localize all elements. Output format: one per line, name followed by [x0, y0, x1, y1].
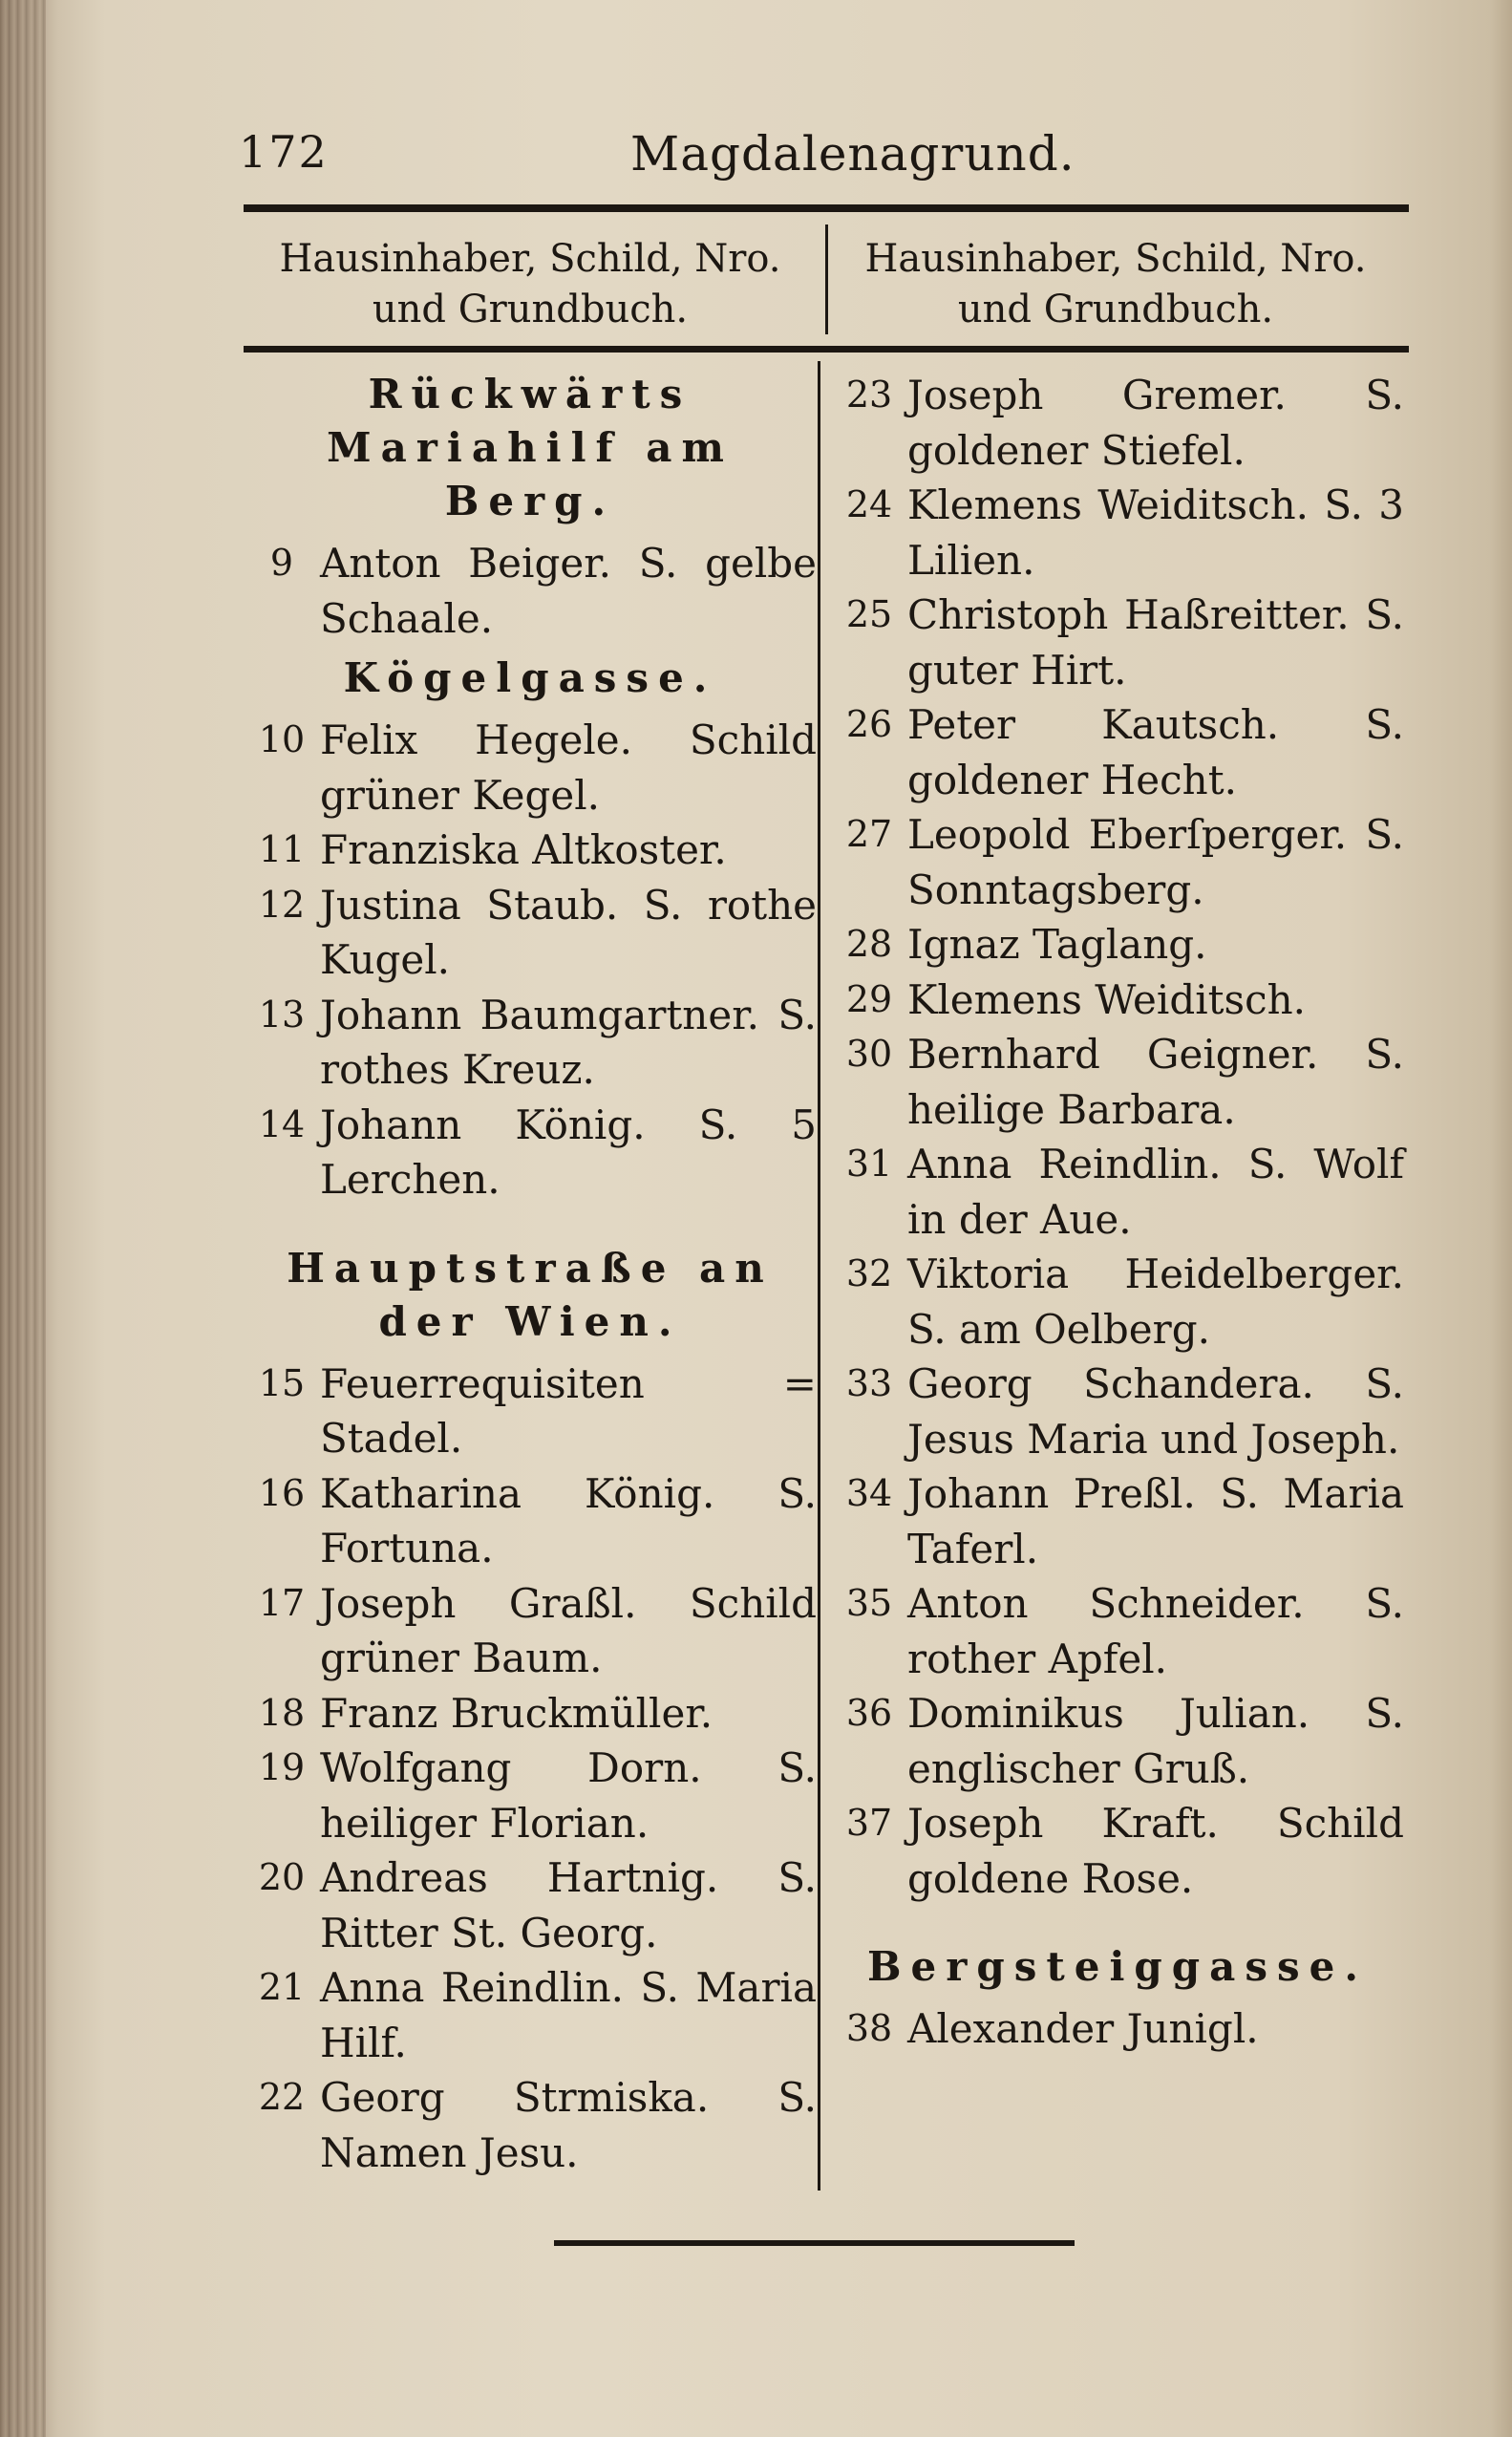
- spacer: [244, 1208, 817, 1236]
- house-number: 36: [845, 1692, 893, 1734]
- list-item: [831, 1576, 1404, 1686]
- house-number: 14: [258, 1102, 306, 1145]
- list-item: [831, 807, 1404, 917]
- entry-text: Anna Reindlin. S. Wolf in der Aue.: [907, 1141, 1404, 1243]
- entry-text: Alexander Junigl.: [907, 2005, 1259, 2052]
- spacer: [831, 1906, 1404, 1935]
- house-number: 26: [845, 703, 893, 745]
- list-item: [831, 1686, 1404, 1796]
- list-item: [831, 1466, 1404, 1576]
- entry-text: Justina Staub. S. rothe Kugel.: [320, 881, 817, 983]
- entry-text: Joseph Graßl. Schild grüner Baum.: [320, 1579, 817, 1681]
- entry-text: Georg Schandera. S. Jesus Maria und Joseph.: [907, 1360, 1404, 1463]
- entry-text: Georg Strmiska. S. Namen Jesu.: [320, 2074, 817, 2176]
- list-item: [244, 1960, 817, 2070]
- list-item: [244, 2070, 817, 2180]
- entry-text: Feuerrequisiten = Stadel.: [320, 1359, 817, 1462]
- page-number: 172: [239, 126, 329, 178]
- entry-text: Felix Hegele. Schild grüner Kegel.: [320, 716, 817, 819]
- house-number: 18: [258, 1691, 306, 1734]
- list-item: [244, 1686, 817, 1742]
- entry-text: Viktoria Heidelberger. S. am Oelberg.: [907, 1251, 1404, 1353]
- entry-text: Klemens Weiditsch.: [907, 975, 1307, 1023]
- list-item: [831, 368, 1404, 478]
- list-item: [831, 1796, 1404, 1906]
- house-number: 15: [258, 1361, 306, 1404]
- list-item: [244, 878, 817, 988]
- list-item: [244, 1357, 817, 1466]
- section-heading: Rückwärts Mariahilf am Berg.: [327, 371, 734, 524]
- entry-text: Bernhard Geigner. S. heilige Barbara.: [907, 1031, 1404, 1133]
- list-item: [244, 988, 817, 1098]
- entry-text: Klemens Weiditsch. S. 3 Lilien.: [907, 481, 1404, 584]
- house-number: 33: [845, 1362, 893, 1404]
- header-rule: [244, 204, 1409, 212]
- entry-text: Christoph Haßreitter. S. guter Hirt.: [907, 591, 1404, 694]
- entry-text: Ignaz Taglang.: [907, 921, 1207, 968]
- house-number: 19: [258, 1746, 306, 1788]
- entry-text: Wolfgang Dorn. S. heiliger Florian.: [320, 1744, 817, 1847]
- column-header-left: [244, 234, 817, 335]
- section-heading: Hauptstraße an der Wien.: [287, 1244, 774, 1345]
- list-item: [831, 588, 1404, 697]
- entry-text: Johann König. S. 5 Lerchen.: [320, 1101, 817, 1203]
- house-number: 38: [845, 2007, 893, 2049]
- house-number: 27: [845, 813, 893, 855]
- header-column-divider: [825, 224, 828, 334]
- house-number: 17: [258, 1581, 306, 1624]
- list-item: [244, 1576, 817, 1686]
- list-item: [244, 713, 817, 823]
- house-number: 16: [258, 1471, 306, 1514]
- entry-text: Dominikus Julian. S. englischer Gruß.: [907, 1690, 1404, 1792]
- entry-text: Peter Kautsch. S. goldener Hecht.: [907, 701, 1404, 803]
- house-number: 37: [845, 1802, 893, 1844]
- entry-text: Johann Preßl. S. Maria Taferl.: [907, 1470, 1404, 1572]
- entry-text: Anna Reindlin. S. Maria Hilf.: [320, 1964, 817, 2066]
- column-header-rule: [244, 346, 1409, 353]
- entry-text: Anton Beiger. S. gelbe Schaale.: [320, 540, 817, 642]
- list-item: [831, 697, 1404, 807]
- list-item: [244, 536, 817, 646]
- list-item: [831, 1247, 1404, 1357]
- footer-rule: [554, 2240, 1075, 2246]
- house-number: 20: [258, 1856, 306, 1898]
- entry-text: Anton Schneider. S. rother Apfel.: [907, 1580, 1404, 1682]
- house-number: 11: [258, 828, 306, 870]
- house-number: 29: [845, 977, 893, 1020]
- house-number: 12: [258, 883, 306, 926]
- house-number: 30: [845, 1033, 893, 1075]
- entry-text: Joseph Gremer. S. goldener Stiefel.: [907, 372, 1404, 474]
- left-column: [244, 368, 817, 2180]
- list-item: [244, 823, 817, 878]
- section-heading: Bergsteiggasse.: [866, 1943, 1369, 1990]
- entry-text: Andreas Hartnig. S. Ritter St. Georg.: [320, 1854, 817, 1956]
- house-number: 13: [258, 993, 306, 1036]
- section-heading: Kögelgasse.: [343, 654, 717, 701]
- house-number: 32: [845, 1252, 893, 1294]
- house-number: 10: [258, 718, 306, 760]
- list-item: [831, 1357, 1404, 1466]
- list-item: [831, 1027, 1404, 1137]
- house-number: 9: [269, 542, 294, 584]
- house-number: 28: [845, 923, 893, 965]
- body-column-divider: [818, 361, 820, 2191]
- house-number: 25: [845, 593, 893, 635]
- column-header-line: Hausinhaber, Schild, Nro.: [279, 237, 781, 281]
- column-header-line: und Grundbuch.: [957, 288, 1274, 331]
- page-header: [239, 126, 1414, 193]
- column-header-line: und Grundbuch.: [372, 288, 689, 331]
- list-item: [244, 1741, 817, 1850]
- column-header-line: Hausinhaber, Schild, Nro.: [864, 237, 1367, 281]
- house-number: 34: [845, 1472, 893, 1514]
- entry-text: Katharina König. S. Fortuna.: [320, 1469, 817, 1571]
- list-item: [831, 973, 1404, 1028]
- house-number: 24: [845, 483, 893, 525]
- list-item: [831, 478, 1404, 588]
- house-number: 22: [258, 2076, 306, 2118]
- list-item: [831, 917, 1404, 973]
- list-item: [831, 1137, 1404, 1247]
- book-gutter: [0, 0, 46, 2437]
- house-number: 21: [258, 1966, 306, 2008]
- house-number: 35: [845, 1582, 893, 1624]
- list-item: [831, 2001, 1404, 2057]
- running-title: Magdalenagrund.: [630, 126, 1075, 182]
- list-item: [244, 1850, 817, 1960]
- entry-text: Franz Bruckmüller.: [320, 1689, 713, 1737]
- entry-text: Leopold Eberſperger. S. Sonntagsberg.: [907, 811, 1404, 913]
- house-number: 31: [845, 1143, 893, 1185]
- entry-text: Joseph Kraft. Schild goldene Rose.: [907, 1800, 1404, 1902]
- list-item: [244, 1098, 817, 1208]
- right-column: [831, 368, 1404, 2057]
- entry-text: Franziska Altkoster.: [320, 826, 727, 873]
- list-item: [244, 1466, 817, 1576]
- entry-text: Johann Baumgartner. S. rothes Kreuz.: [320, 991, 817, 1093]
- column-header-right: [829, 234, 1402, 335]
- house-number: 23: [845, 374, 893, 416]
